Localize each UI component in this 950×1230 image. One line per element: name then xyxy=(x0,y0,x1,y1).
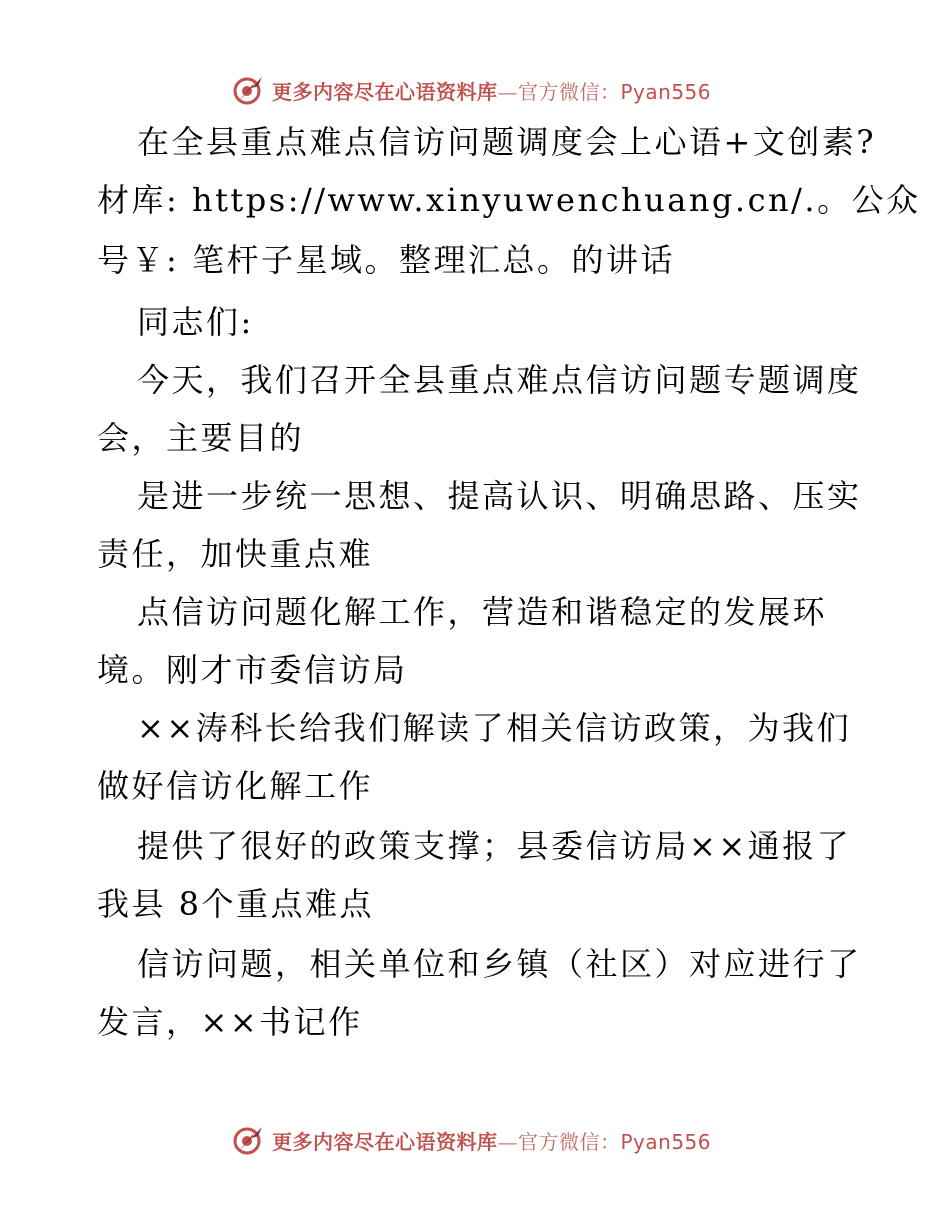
banner-separator: — xyxy=(497,1129,518,1154)
text-line: 点信访问题化解工作，营造和谐稳定的发展环 xyxy=(137,593,828,631)
text-line: 信访问题，相关单位和乡镇（社区）对应进行了 xyxy=(137,945,862,983)
banner-separator: — xyxy=(497,79,518,104)
header-banner xyxy=(0,70,950,110)
text-line: 在全县重点难点信访问题调度会上心语+文创素? xyxy=(137,123,876,161)
text-line: 会，主要目的 xyxy=(97,419,305,457)
text-line: 是进一步统一思想、提高认识、明确思路、压实 xyxy=(137,477,862,515)
footer-banner xyxy=(0,1120,950,1160)
text-line: 我县 8个重点难点 xyxy=(97,885,375,923)
banner-wechat-label: 官方微信： xyxy=(518,79,621,104)
text-line: ××涛科长给我们解读了相关信访政策，为我们 xyxy=(137,709,852,747)
quill-logo-icon xyxy=(232,1124,266,1156)
text-line: 同志们: xyxy=(137,303,254,341)
banner-wechat-label: 官方微信： xyxy=(518,1129,621,1154)
text-line: 发言，××书记作 xyxy=(97,1003,363,1041)
text-line: 提供了很好的政策支撑；县委信访局××通报了 xyxy=(137,827,852,865)
banner-main-text: 更多内容尽在心语资料库 xyxy=(272,79,498,104)
quill-logo-icon xyxy=(232,74,266,106)
banner-text xyxy=(272,76,711,105)
text-line: 责任，加快重点难 xyxy=(97,535,374,573)
text-line: 材库: https://www.xinyuwenchuang.cn/.。公众 xyxy=(97,181,921,219)
banner-text xyxy=(272,1126,711,1155)
text-line: 今天，我们召开全县重点难点信访问题专题调度 xyxy=(137,361,862,399)
banner-wechat-id: Pyan556 xyxy=(620,79,712,104)
text-line: 号￥: 笔杆子星域。整理汇总。的讲话 xyxy=(97,241,675,279)
banner-wechat-id: Pyan556 xyxy=(620,1129,712,1154)
text-line: 做好信访化解工作 xyxy=(97,767,374,805)
banner-main-text: 更多内容尽在心语资料库 xyxy=(272,1129,498,1154)
text-line: 境。刚才市委信访局 xyxy=(97,651,408,689)
